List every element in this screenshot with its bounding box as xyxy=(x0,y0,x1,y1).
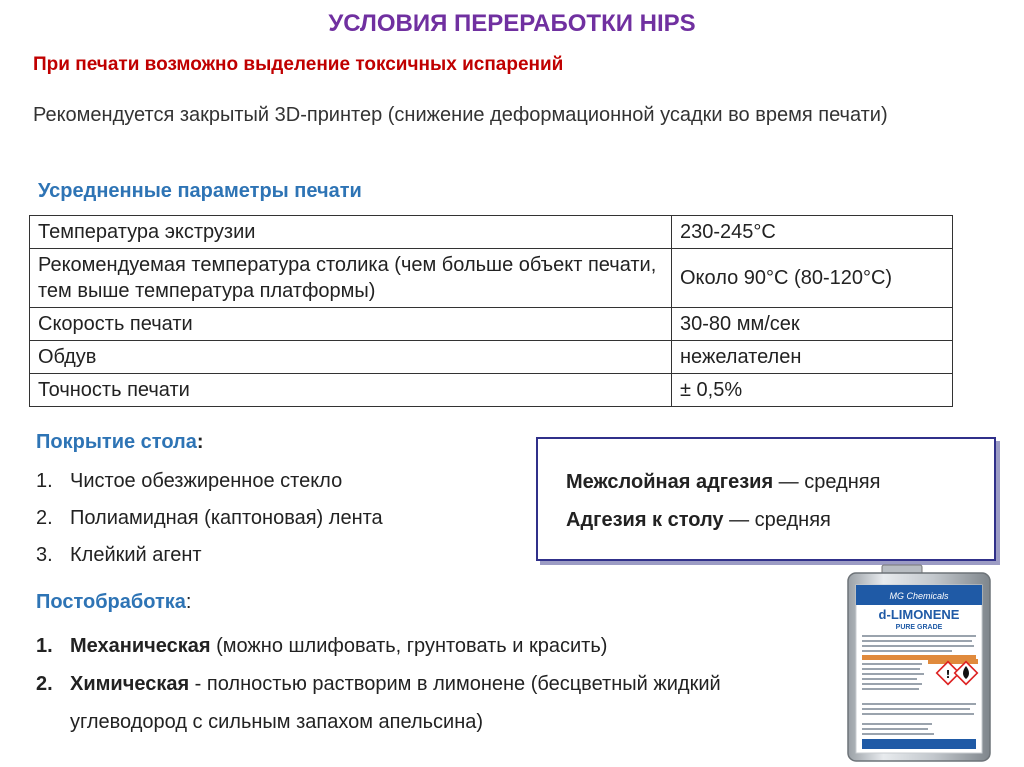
label-footer xyxy=(862,739,976,749)
list-number: 2. xyxy=(36,507,53,529)
list-text: Полиамидная (каптоновая) лента xyxy=(70,507,383,529)
list-item xyxy=(36,665,836,741)
list-item xyxy=(36,463,383,500)
params-heading: Усредненные параметры печати xyxy=(38,180,362,202)
list-number: 1. xyxy=(36,635,53,657)
limonene-can-image xyxy=(844,563,994,763)
list-item xyxy=(36,537,383,574)
bed-label: Адгезия к столу xyxy=(566,509,724,531)
param-name: Температура экструзии xyxy=(30,216,672,249)
list-number: 3. xyxy=(36,544,53,566)
grade-text: PURE GRADE xyxy=(895,624,943,631)
list-item xyxy=(36,500,383,537)
param-value: Около 90°C (80-120°C) xyxy=(672,249,953,308)
label-stripe-2 xyxy=(928,659,978,664)
printer-recommendation: Рекомендуется закрытый 3D-принтер (снижение деформационной усадки во время печати) xyxy=(33,104,888,126)
table-row xyxy=(30,249,953,308)
list-item xyxy=(36,627,836,665)
param-name: Скорость печати xyxy=(30,308,672,341)
param-value: нежелателен xyxy=(672,341,953,374)
method-desc: - полностью растворим в лимонене (бесцветный жидкий углеводород с сильным запахом апельсина) xyxy=(70,673,721,733)
interlayer-value: — средняя xyxy=(773,471,881,493)
post-title: Постобработка xyxy=(36,591,186,613)
list-text: Клейкий агент xyxy=(70,544,202,566)
method-name: Механическая xyxy=(70,635,211,657)
post-processing-list xyxy=(36,627,836,741)
interlayer-adhesion xyxy=(566,463,994,501)
param-name: Обдув xyxy=(30,341,672,374)
coating-heading xyxy=(36,431,204,454)
list-number: 1. xyxy=(36,470,53,492)
brand-text: MG Chemicals xyxy=(889,591,949,601)
table-row xyxy=(30,308,953,341)
coating-colon: : xyxy=(196,431,204,453)
param-name: Точность печати xyxy=(30,374,672,407)
table-row xyxy=(30,216,953,249)
interlayer-label: Межслойная адгезия xyxy=(566,471,774,493)
table-row xyxy=(30,374,953,407)
product-name-text: d-LIMONENE xyxy=(878,607,960,622)
method-desc: (можно шлифовать, грунтовать и красить) xyxy=(210,635,608,657)
list-text: Чистое обезжиренное стекло xyxy=(70,470,343,492)
param-value: 30-80 мм/сек xyxy=(672,308,953,341)
param-value: ± 0,5% xyxy=(672,374,953,407)
method-name: Химическая xyxy=(70,673,190,695)
coating-title: Покрытие стола xyxy=(36,431,197,453)
adhesion-box xyxy=(536,437,996,561)
param-value: 230-245°C xyxy=(672,216,953,249)
bed-adhesion xyxy=(566,501,994,539)
post-colon: : xyxy=(185,591,192,613)
bed-value: — средняя xyxy=(723,509,831,531)
svg-text:!: ! xyxy=(945,668,951,681)
coating-list xyxy=(36,463,383,574)
param-name: Рекомендуемая температура столика (чем больше объект печати, тем выше температура платформы) xyxy=(30,249,672,308)
page-title: УСЛОВИЯ ПЕРЕРАБОТКИ HIPS xyxy=(328,10,696,37)
toxic-warning: При печати возможно выделение токсичных испарений xyxy=(33,54,564,75)
table-row xyxy=(30,341,953,374)
post-processing-heading xyxy=(36,591,191,614)
print-params-table xyxy=(29,215,953,407)
list-number: 2. xyxy=(36,673,53,695)
